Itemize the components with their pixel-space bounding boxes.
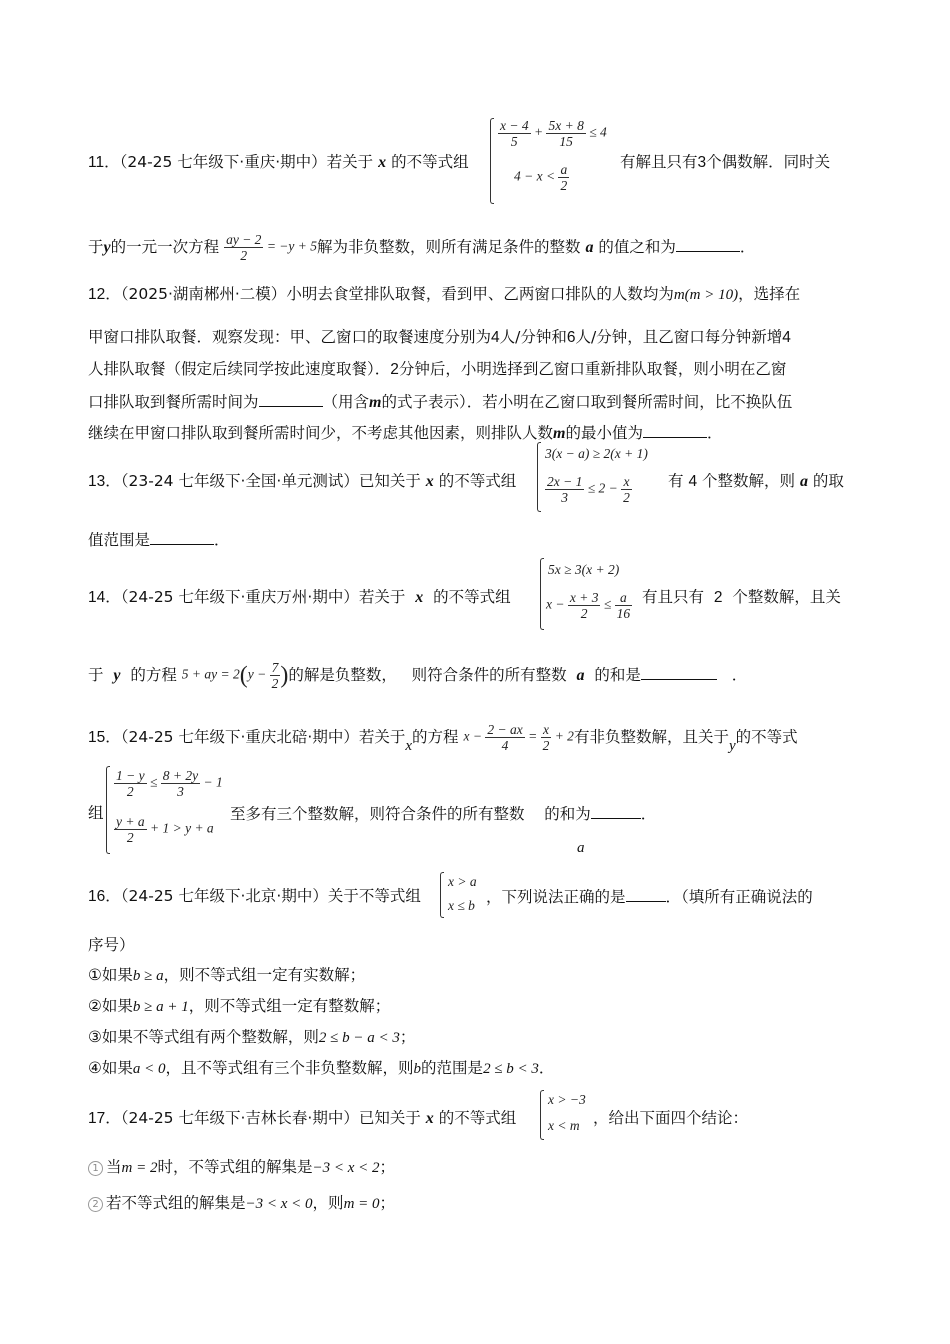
brace <box>540 1090 544 1140</box>
q14-inequality-system <box>540 558 650 632</box>
circled-number-icon: 1 <box>88 1161 103 1176</box>
brace <box>537 442 541 512</box>
q16-option-1: ①如果b ≥ a，则不等式组一定有实数解； <box>88 966 366 984</box>
question-number: 14． <box>88 589 121 606</box>
q13-ineq-1: 3(x − a) ≥ 2(x + 1) <box>545 446 648 461</box>
q17-conclusion-1: 1 当m = 2时，不等式组的解集是−3 < x < 2； <box>88 1156 395 1179</box>
question-number: 16． <box>88 888 121 905</box>
q16-option-2: ②如果b ≥ a + 1，则不等式组一定有整数解； <box>88 997 391 1015</box>
q17-line-1-tail: ，给出下面四个结论： <box>593 1109 749 1127</box>
q14-line-1-tail: 有且只有 2 个整数解，且关 <box>642 588 841 606</box>
q13-line-2: 值范围是 ． <box>88 528 230 551</box>
q16-ineq-1: x > a <box>448 874 477 889</box>
question-source: （24-25 七年级下·北京·期中） <box>120 887 328 905</box>
q12-line-3: 人排队取餐（假定后续同学按此速度取餐）．2分钟后，小明选择到乙窗口重新排队取餐，则小明在乙窗 <box>88 360 787 378</box>
q16-ineq-2: x ≤ b <box>448 898 475 913</box>
q14-line-1: 14．（24-25 七年级下·重庆万州·期中）若关于 x 的不等式组 <box>88 588 511 606</box>
q11-line-1-tail: 有解且只有3个偶数解．同时关 <box>620 153 831 171</box>
question-number: 15． <box>88 729 121 746</box>
answer-blank[interactable] <box>626 885 666 902</box>
question-number: 12． <box>88 286 121 303</box>
q11-ineq-1: $\frac{x - 4}{5}$ + $\frac{5x + 8}{15}$ ≤ 4 <box>500 118 607 149</box>
q15-inequality-system <box>106 766 236 856</box>
q17-line-1: 17．（24-25 七年级下·吉林长春·期中）已知关于 x 的不等式组 <box>88 1109 517 1127</box>
q17-ineq-1: x > −3 <box>548 1092 586 1107</box>
q15-line-2: 组 <box>88 804 104 822</box>
q15-ineq-1: $\frac{1 - y}{2}$ ≤ $\frac{8 + 2y}{3}$ − 1 <box>116 768 223 799</box>
q11-inequality-system <box>490 118 620 204</box>
circled-number-icon: 2 <box>88 1197 103 1212</box>
question-number: 17． <box>88 1110 121 1127</box>
answer-blank[interactable] <box>676 235 740 252</box>
answer-blank[interactable] <box>259 390 323 407</box>
q13-inequality-system <box>537 442 677 514</box>
q15-ineq-2: $\frac{y + a}{2}$ + 1 > y + a <box>116 814 214 845</box>
q15-stray-variable: a <box>577 840 585 856</box>
brace <box>540 558 544 630</box>
q13-ineq-2: $\frac{2x - 1}{3}$ ≤ 2 − $\frac{x}{2}$ <box>547 474 630 505</box>
brace <box>490 118 494 204</box>
question-number: 11． <box>88 154 120 171</box>
question-source: （24-25 七年级下·重庆万州·期中） <box>120 588 359 606</box>
question-number: 13． <box>88 473 121 490</box>
q17-ineq-2: x < m <box>548 1118 580 1133</box>
answer-blank[interactable] <box>641 663 717 680</box>
q11-ineq-2: 4 − x < $\frac{a}{2}$ <box>514 162 568 193</box>
q14-line-2: 于 y 的方程 5 + ay = 2(y − $\frac{7}{2}$ )的解是负整数， 则符合条件的所有整数 a 的和是 ． <box>88 660 748 691</box>
q11-line-1: 11．（24-25 七年级下·重庆·期中）若关于 x 的不等式组 <box>88 153 469 171</box>
q16-option-3: ③如果不等式组有两个整数解，则2 ≤ b − a < 3； <box>88 1028 416 1046</box>
answer-blank[interactable] <box>643 421 707 438</box>
question-source: （24-25 七年级下·重庆北碚·期中） <box>120 728 359 746</box>
q16-line-2: 序号） <box>88 936 135 954</box>
q12-line-5: 继续在甲窗口排队取到餐所需时间少，不考虑其他因素，则排队人数m的最小值为 ． <box>88 421 723 445</box>
q13-line-1-tail: 有 4 个整数解，则 a 的取 <box>668 472 844 490</box>
q17-conclusion-2: 2 若不等式组的解集是−3 < x < 0，则m = 0； <box>88 1192 395 1215</box>
q12-line-2: 甲窗口排队取餐．观察发现：甲、乙窗口的取餐速度分别为4人/分钟和6人/分钟，且乙窗口每分钟新增4 <box>88 328 791 346</box>
q13-line-1: 13．（23-24 七年级下·全国·单元测试）已知关于 x 的不等式组 <box>88 472 517 490</box>
q16-line-1-tail: ，下列说法正确的是 ．（填所有正确说法的 <box>486 885 813 908</box>
q14-ineq-2: x − $\frac{x + 3}{2}$ ≤ $\frac{a}{16}$ <box>546 590 631 621</box>
q12-line-1: 12．（2025·湖南郴州·二模）小明去食堂排队取餐，看到甲、乙两窗口排队的人数均为m(m > 10)，选择在 <box>88 285 801 303</box>
question-source: （23-24 七年级下·全国·单元测试） <box>120 472 359 490</box>
brace <box>106 766 110 854</box>
q14-ineq-1: 5x ≥ 3(x + 2) <box>548 562 620 577</box>
q16-option-4: ④如果a < 0，且不等式组有三个非负整数解，则b的范围是2 ≤ b < 3． <box>88 1059 555 1077</box>
q15-line-1: 15．（24-25 七年级下·重庆北碚·期中）若关于x的方程 x − $\frac{2 - ax}{4}$ = $\frac{x}{2}$ + 2有非负整数解，且关于y的不等式 <box>88 722 798 754</box>
q11-line-2: 于y的一元一次方程 $\frac{ay - 2}{2}$ = −y + 5解为非负整数，则所有满足条件的整数 a 的值之和为 ． <box>88 232 756 263</box>
q15-line-2-tail: 至多有三个整数解，则符合条件的所有整数 的和为 ． <box>230 802 656 825</box>
brace <box>440 872 444 918</box>
q12-line-4: 口排队取到餐所需时间为 （用含m的式子表示）．若小明在乙窗口取到餐所需时间，比不换队伍 <box>88 390 792 414</box>
answer-blank[interactable] <box>591 802 641 819</box>
question-source: （2025·湖南郴州·二模） <box>120 285 287 303</box>
answer-blank[interactable] <box>150 528 214 545</box>
question-source: （24-25 七年级下·吉林长春·期中） <box>120 1109 359 1127</box>
question-source: （24-25 七年级下·重庆·期中） <box>119 153 327 171</box>
q16-line-1: 16．（24-25 七年级下·北京·期中）关于不等式组 <box>88 887 421 905</box>
